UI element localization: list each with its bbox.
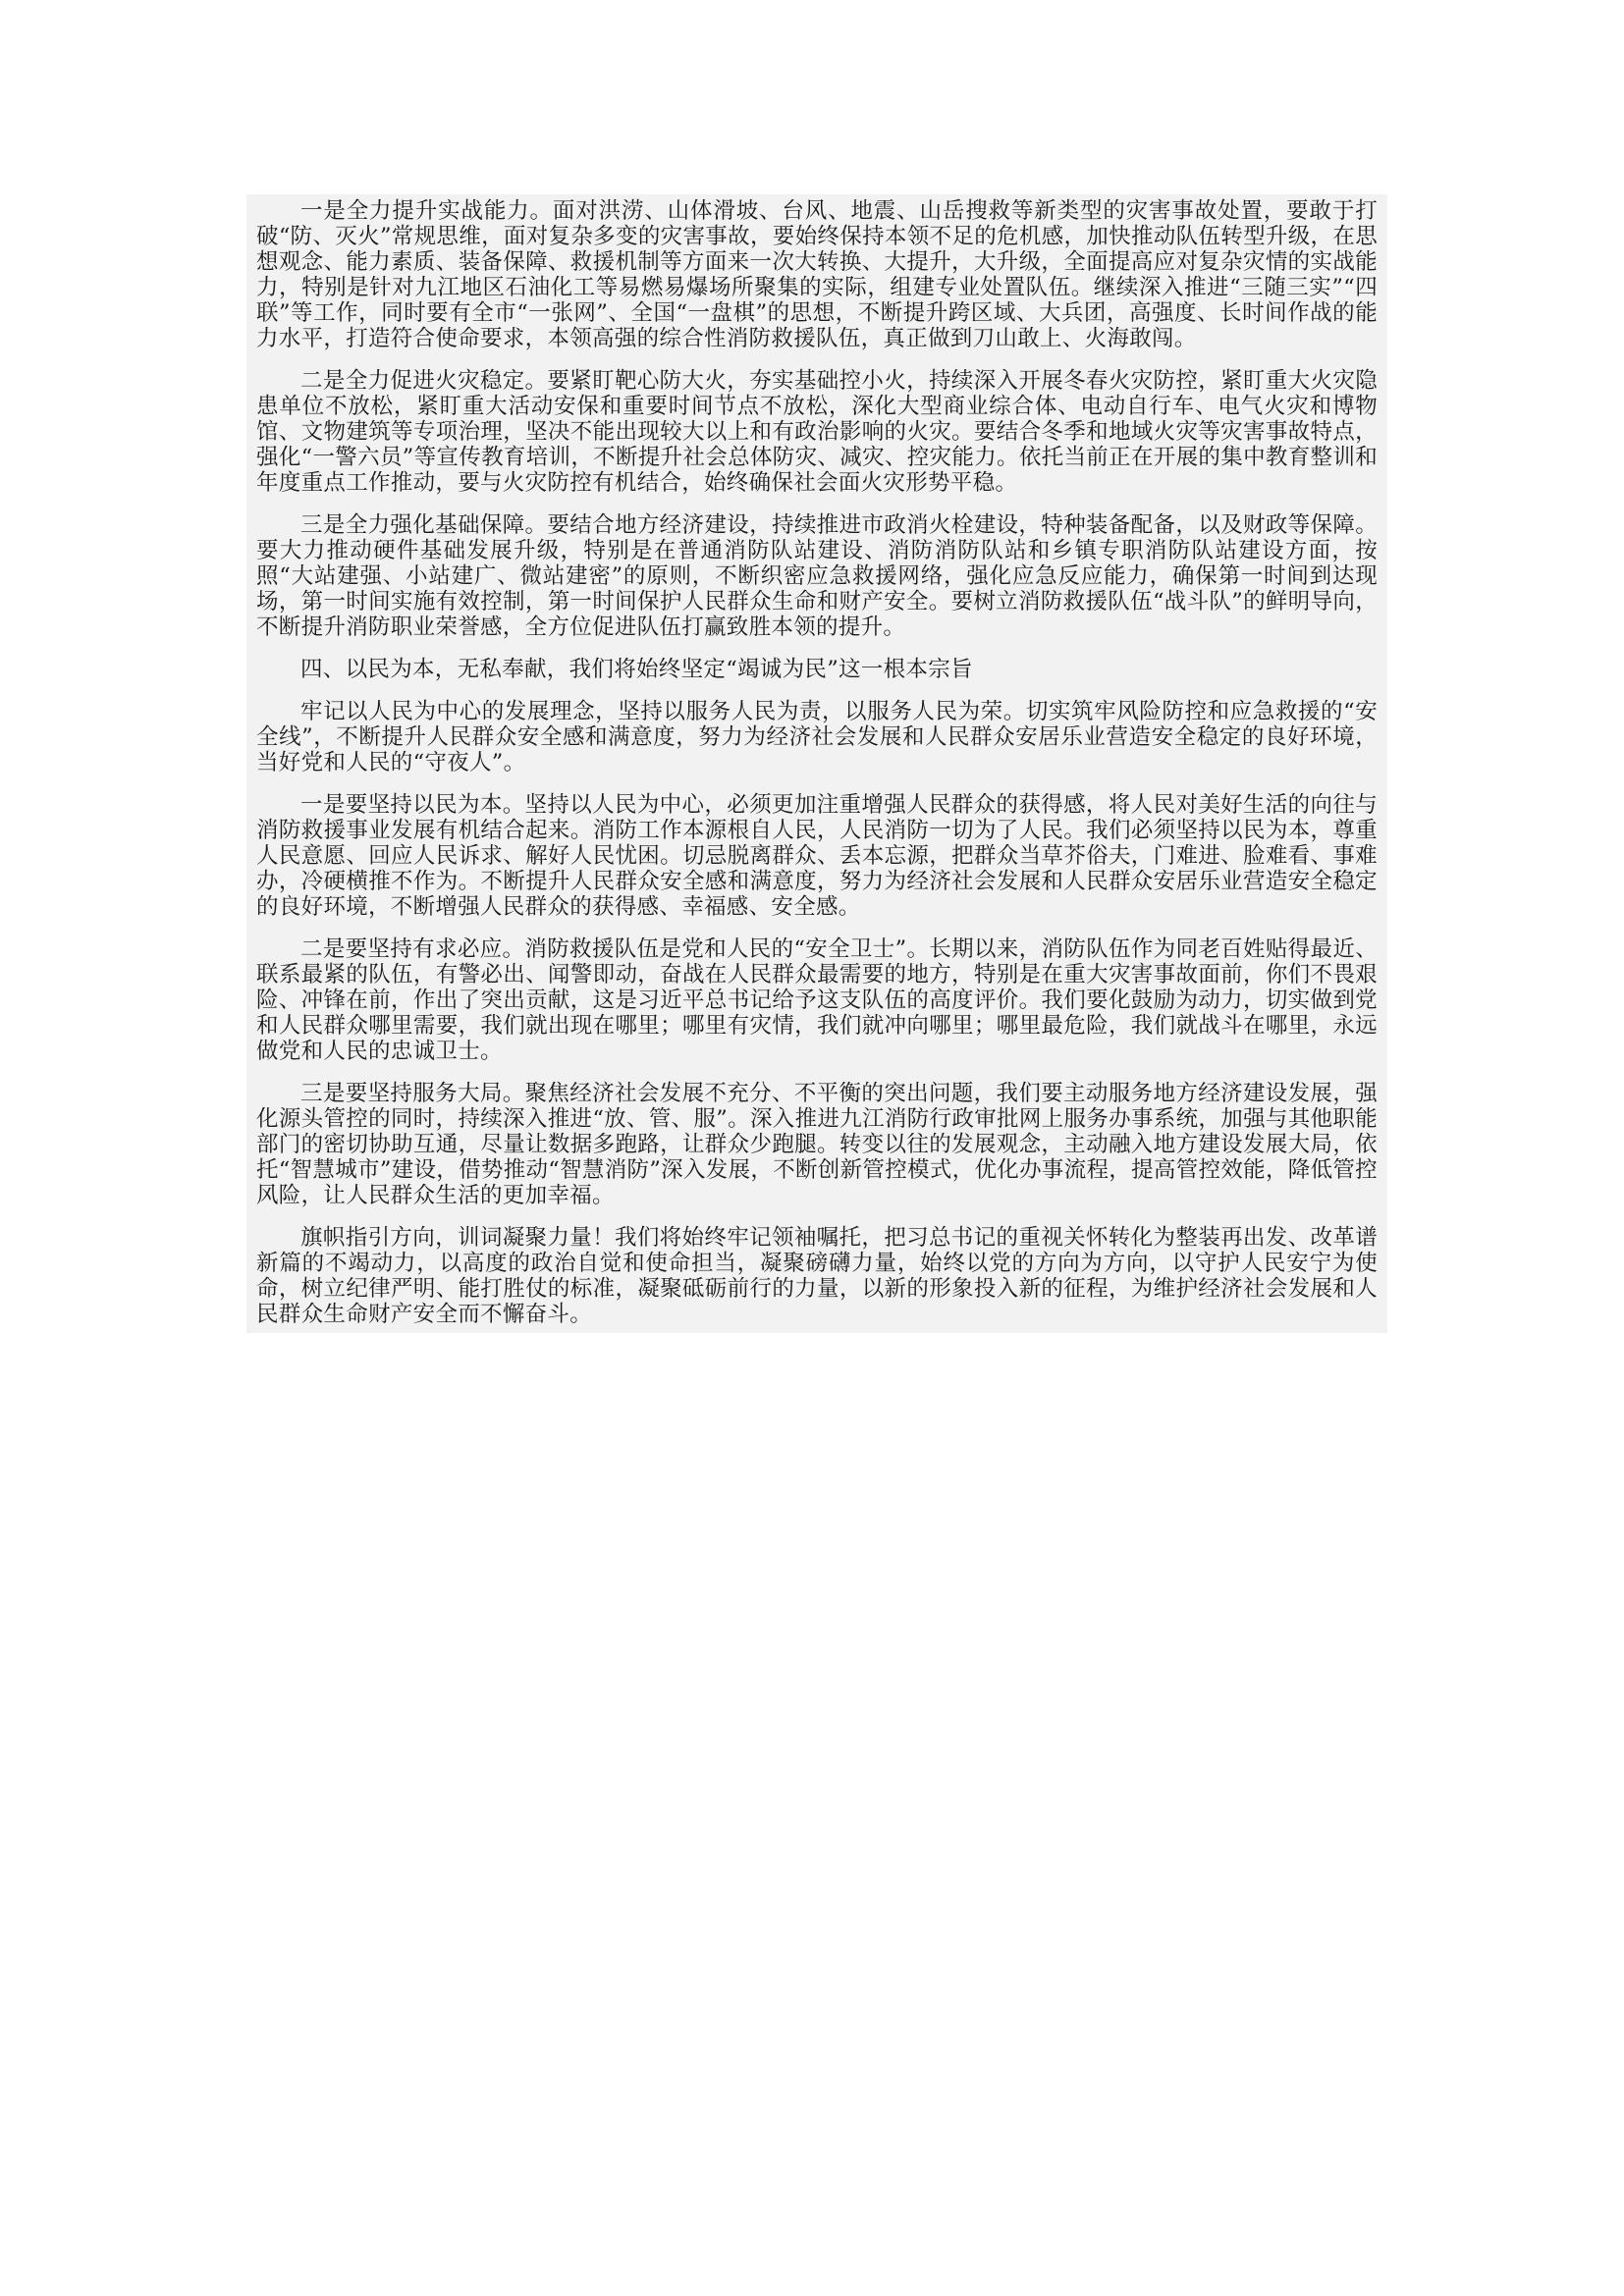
paragraph-fire-stability: 二是全力促进火灾稳定。要紧盯靶心防大火，夯实基础控小火，持续深入开展冬春火灾防控，紧盯重大火灾隐患单位不放松，紧盯重大活动安保和重要时间节点不放松，深化大型商业综合体、电动自行车、电气火灾和博物馆、文物建筑等专项治理，坚决不能出现较大以上和有政治影响的火灾。要结合冬季和地域火灾等灾害事故特点，强化“一警六员”等宣传教育培训，不断提升社会总体防灾、减灾、控灾能力。依托当前正在开展的集中教育整训和年度重点工作推动，要与火灾防控有机结合，始终确保社会面火灾形势平稳。 — [256, 368, 1378, 496]
paragraph-serve-overall: 三是要坚持服务大局。聚焦经济社会发展不充分、不平衡的突出问题，我们要主动服务地方经济建设发展，强化源头管控的同时，持续深入推进“放、管、服”。深入推进九江消防行政审批网上服务办事系统，加强与其他职能部门的密切协助互通，尽量让数据多跑路，让群众少跑腿。转变以往的发展观念，主动融入地方建设发展大局，依托“智慧城市”建设，借势推动“智慧消防”深入发展，不断创新管控模式，优化办事流程，提高管控效能，降低管控风险，让人民群众生活的更加幸福。 — [256, 1081, 1378, 1208]
paragraph-infrastructure-support: 三是全力强化基础保障。要结合地方经济建设，持续推进市政消火栓建设，特种装备配备，以及财政等保障。要大力推动硬件基础发展升级，特别是在普通消防队站建设、消防消防队站和乡镇专职消防队站建设方面，按照“大站建强、小站建广、微站建密”的原则，不断织密应急救援网络，强化应急反应能力，确保第一时间到达现场，第一时间实施有效控制，第一时间保护人民群众生命和财产安全。要树立消防救援队伍“战斗队”的鲜明导向，不断提升消防职业荣誉感，全方位促进队伍打赢致胜本领的提升。 — [256, 512, 1378, 640]
paragraph-people-first: 一是要坚持以民为本。坚持以人民为中心，必须更加注重增强人民群众的获得感，将人民对美好生活的向往与消防救援事业发展有机结合起来。消防工作本源根自人民，人民消防一切为了人民。我们必须坚持以民为本，尊重人民意愿、回应人民诉求、解好人民忧困。切忌脱离群众、丢本忘源，把群众当草芥俗夫，门难进、脸难看、事难办，冷硬横推不作为。不断提升人民群众安全感和满意度，努力为经济社会发展和人民群众安居乐业营造安全稳定的良好环境，不断增强人民群众的获得感、幸福感、安全感。 — [256, 792, 1378, 920]
paragraph-people-centered: 牢记以人民为中心的发展理念，坚持以服务人民为责，以服务人民为荣。切实筑牢风险防控和应急救援的“安全线”，不断提升人民群众安全感和满意度，努力为经济社会发展和人民群众安居乐业营造安全稳定的良好环境，当好党和人民的“守夜人”。 — [256, 699, 1378, 775]
document-body — [246, 194, 1387, 1333]
paragraph-conclusion: 旗帜指引方向，训词凝聚力量！我们将始终牢记领袖嘱托，把习总书记的重视关怀转化为整装再出发、改革谱新篇的不竭动力，以高度的政治自觉和使命担当，凝聚磅礴力量，始终以党的方向为方向，以守护人民安宁为使命，树立纪律严明、能打胜仗的标准，凝聚砥砺前行的力量，以新的形象投入新的征程，为维护经济社会发展和人民群众生命财产安全而不懈奋斗。 — [256, 1225, 1378, 1327]
section-heading-people-first: 四、以民为本，无私奉献，我们将始终坚定“竭诚为民”这一根本宗旨 — [300, 657, 973, 682]
paragraph-responsive: 二是要坚持有求必应。消防救援队伍是党和人民的“安全卫士”。长期以来，消防队伍作为同老百姓贴得最近、联系最紧的队伍，有警必出、闻警即动，奋战在人民群众最需要的地方，特别是在重大灾害事故面前，你们不畏艰险、冲锋在前，作出了突出贡献，这是习近平总书记给予这支队伍的高度评价。我们要化鼓励为动力，切实做到党和人民群众哪里需要，我们就出现在哪里；哪里有灾情，我们就冲向哪里；哪里最危险，我们就战斗在哪里，永远做党和人民的忠诚卫士。 — [256, 936, 1378, 1064]
paragraph-combat-capability: 一是全力提升实战能力。面对洪涝、山体滑坡、台风、地震、山岳搜救等新类型的灾害事故处置，要敢于打破“防、灭火”常规思维，面对复杂多变的灾害事故，要始终保持本领不足的危机感，加快推动队伍转型升级，在思想观念、能力素质、装备保障、救援机制等方面来一次大转换、大提升，大升级，全面提高应对复杂灾情的实战能力，特别是针对九江地区石油化工等易燃易爆场所聚集的实际，组建专业处置队伍。继续深入推进“三随三实”“四联”等工作，同时要有全市“一张网”、全国“一盘棋”的思想，不断提升跨区域、大兵团，高强度、长时间作战的能力水平，打造符合使命要求，本领高强的综合性消防救援队伍，真正做到刀山敢上、火海敢闯。 — [256, 198, 1378, 351]
